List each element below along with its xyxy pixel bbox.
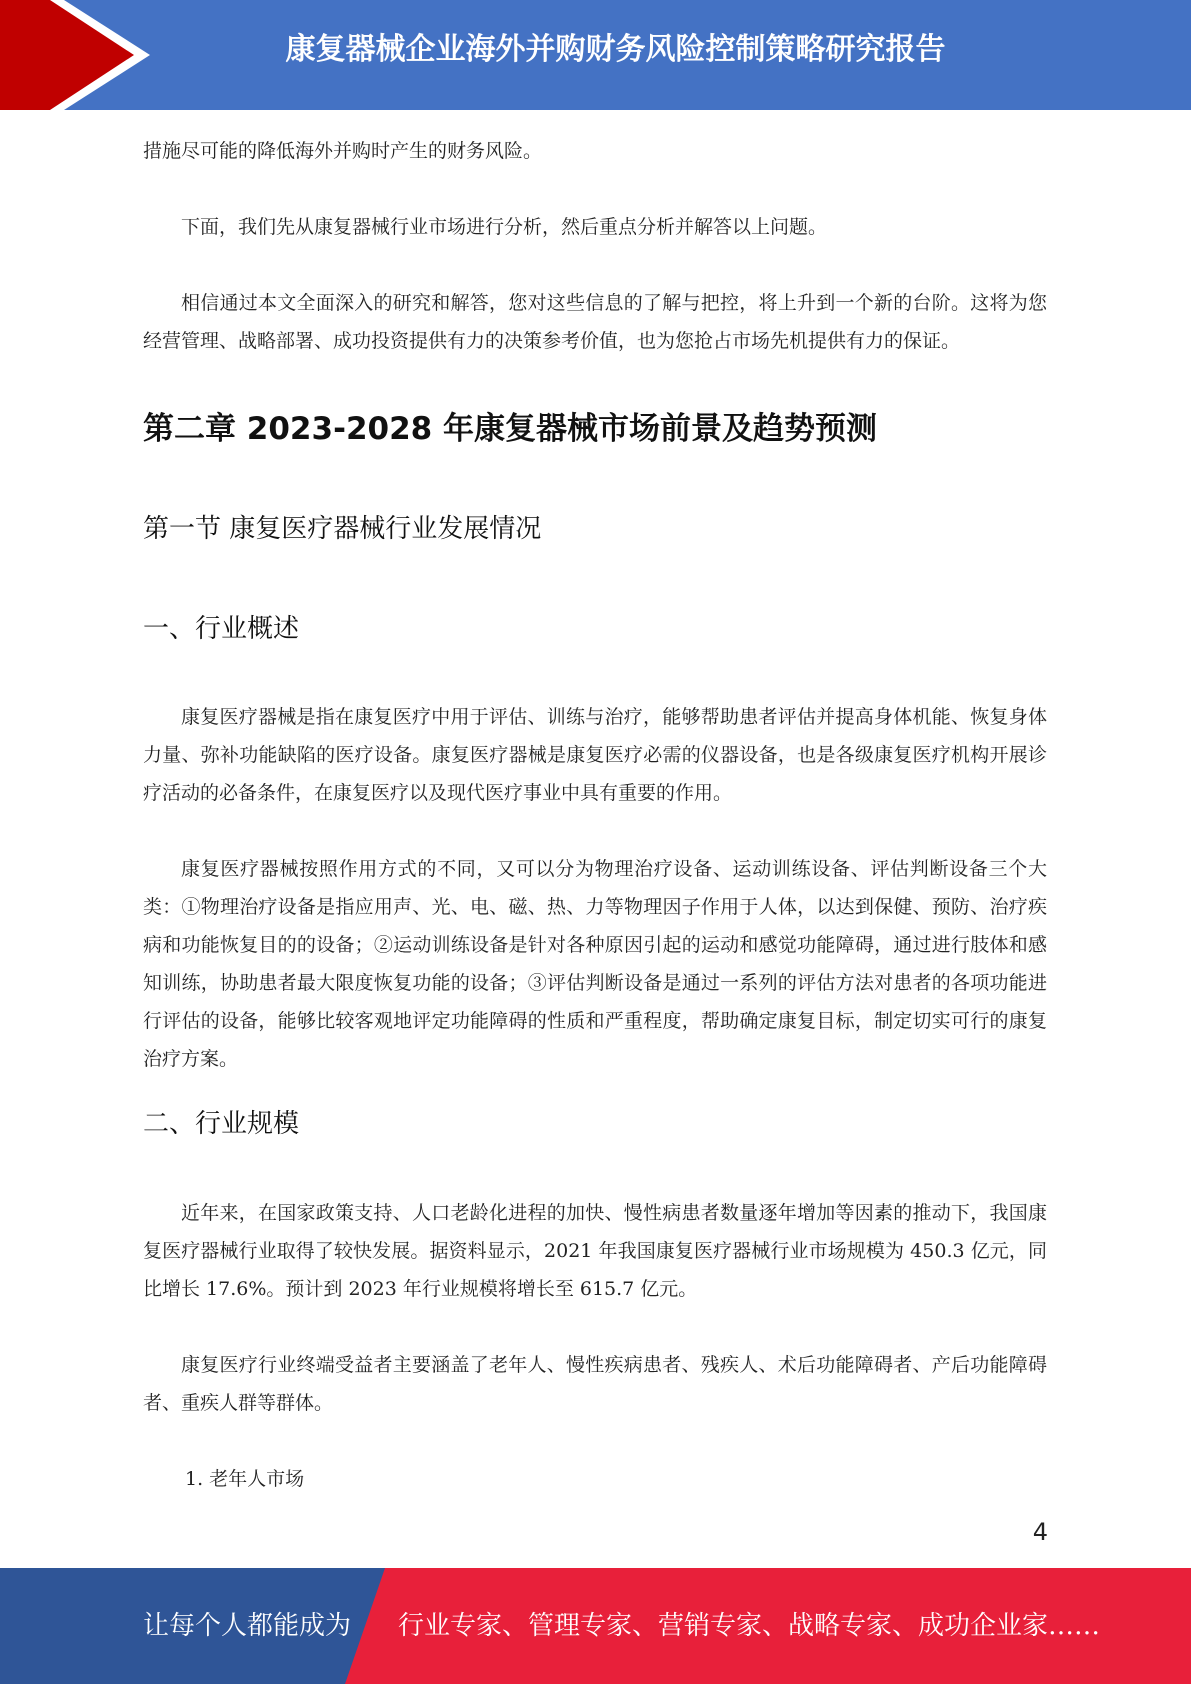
footer-slogan-right: 行业专家、管理专家、营销专家、战略专家、成功企业家…… xyxy=(398,1611,1101,1641)
scale-heading: 二、行业规模 xyxy=(143,1109,300,1139)
scale-paragraph-1: 近年来，在国家政策支持、人口老龄化进程的加快、慢性病患者数量逐年增加等因素的推动下，我国康复医疗器械行业取得了较快发展。据资料显示，2021 年我国康复医疗器械行业市场规模为 450.3 亿元，同比增长 17.6%。预计到 2023 年行业规模将增长至 615.7 亿元。 xyxy=(143,1202,1047,1300)
chevron-arrow-icon xyxy=(0,0,150,110)
section-title: 第一节 康复医疗器械行业发展情况 xyxy=(143,514,542,544)
overview-paragraph-1: 康复医疗器械是指在康复医疗中用于评估、训练与治疗，能够帮助患者评估并提高身体机能、恢复身体力量、弥补功能缺陷的医疗设备。康复医疗器械是康复医疗必需的仪器设备，也是各级康复医疗机构开展诊疗活动的必备条件，在康复医疗以及现代医疗事业中具有重要的作用。 xyxy=(143,706,1047,804)
chapter-title: 第二章 2023-2028 年康复器械市场前景及趋势预测 xyxy=(143,411,878,447)
intro-paragraph-2: 下面，我们先从康复器械行业市场进行分析，然后重点分析并解答以上问题。 xyxy=(181,216,828,238)
scale-paragraph-2: 康复医疗行业终端受益者主要涵盖了老年人、慢性疾病患者、残疾人、术后功能障碍者、产后功能障碍者、重疾人群等群体。 xyxy=(143,1354,1047,1414)
overview-paragraph-2: 康复医疗器械按照作用方式的不同，又可以分为物理治疗设备、运动训练设备、评估判断设备三个大类：①物理治疗设备是指应用声、光、电、磁、热、力等物理因子作用于人体，以达到保健、预防、治疗疾病和功能恢复目的的设备；②运动训练设备是针对各种原因引起的运动和感觉功能障碍，通过进行肢体和感知训练，协助患者最大限度恢复功能的设备；③评估判断设备是通过一系列的评估方法对患者的各项功能进行评估的设备，能够比较客观地评定功能障碍的性质和严重程度，帮助确定康复目标，制定切实可行的康复治疗方案。 xyxy=(143,858,1047,1070)
overview-heading: 一、行业概述 xyxy=(143,614,300,644)
intro-paragraph-3: 相信通过本文全面深入的研究和解答，您对这些信息的了解与把控，将上升到一个新的台阶。这将为您经营管理、战略部署、成功投资提供有力的决策参考价值，也为您抢占市场先机提供有力的保证。 xyxy=(143,292,1047,352)
report-title: 康复器械企业海外并购财务风险控制策略研究报告 xyxy=(285,32,946,67)
header-banner xyxy=(0,0,1191,110)
page-number: 4 xyxy=(1032,1518,1048,1546)
footer-banner xyxy=(0,1568,1191,1684)
page-content xyxy=(143,132,1047,1498)
intro-paragraph-1: 措施尽可能的降低海外并购时产生的财务风险。 xyxy=(143,140,543,162)
list-item-elderly-market: 1. 老年人市场 xyxy=(185,1468,305,1490)
footer-slogan-left: 让每个人都能成为 xyxy=(143,1611,352,1641)
